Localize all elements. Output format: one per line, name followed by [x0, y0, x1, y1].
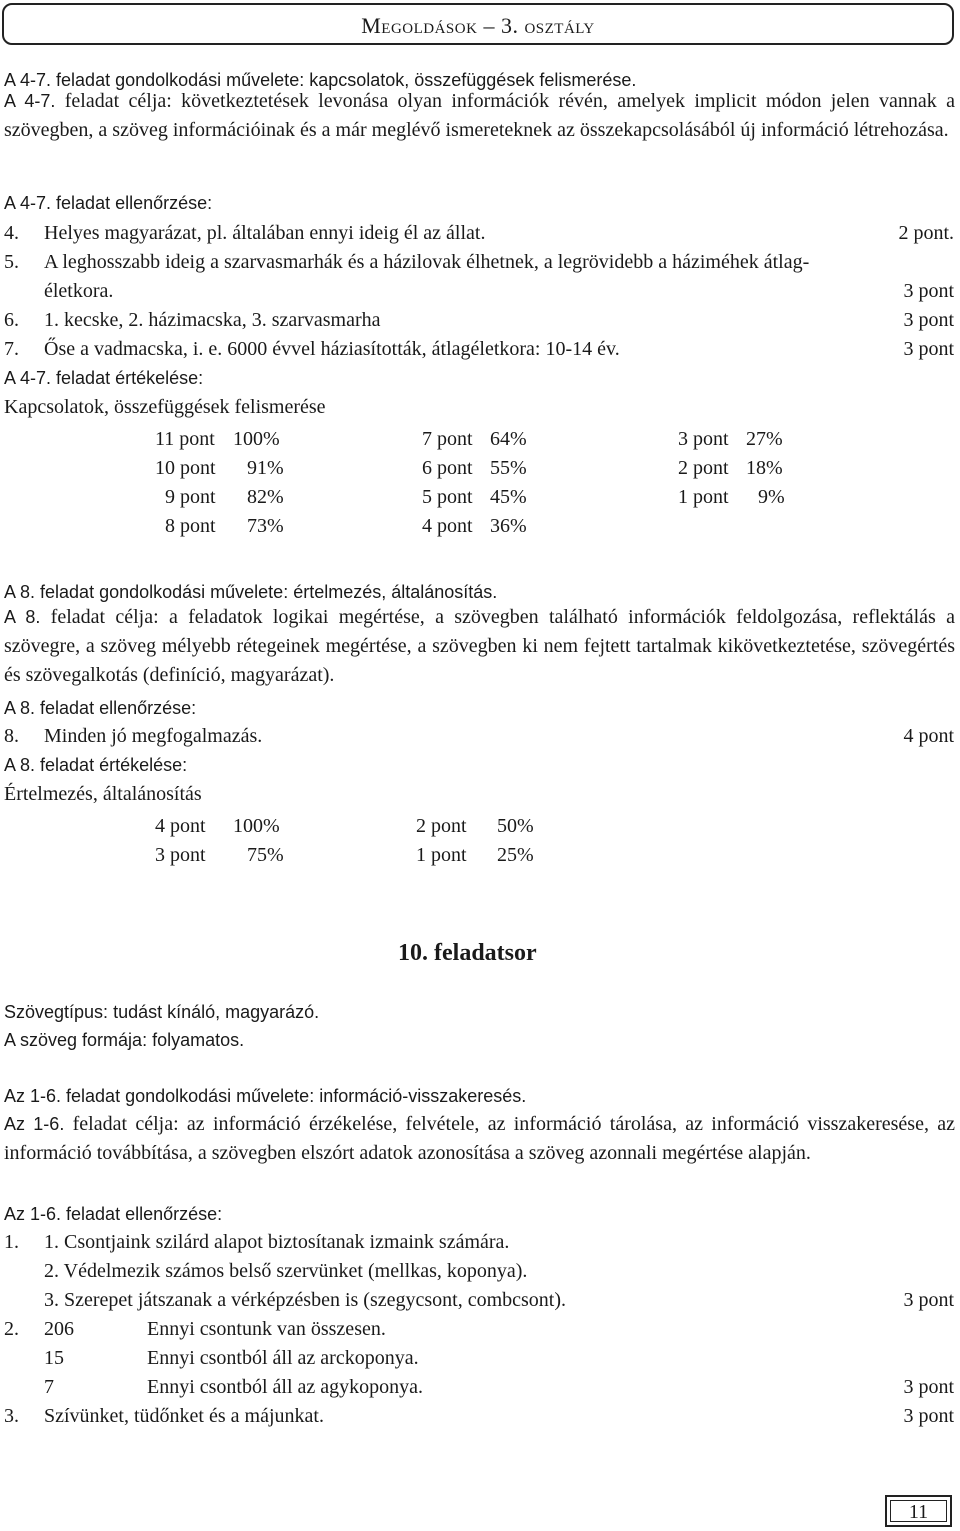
score-value: 100%: [233, 815, 280, 837]
s47-check-title: A 4-7. feladat ellenőrzése:: [4, 193, 213, 213]
s8-item-text: Minden jó megfogalmazás.: [44, 725, 263, 747]
s8-eval-title: A 8. feladat értékelése:: [4, 755, 188, 775]
s8-item-num: 8.: [4, 725, 19, 747]
set10-q2-text: Ennyi csontunk van összesen.: [147, 1318, 386, 1340]
s47-eval-title: A 4-7. feladat értékelése:: [4, 368, 204, 388]
score-value: 25%: [497, 844, 534, 866]
set10-goal: [4, 1110, 955, 1168]
score-label: 4 pont: [155, 815, 206, 837]
score-value: 45%: [490, 486, 527, 508]
set10-operation: Az 1-6. feladat gondolkodási művelete: információ-visszakeresés.: [4, 1086, 527, 1106]
score-label: 2 pont: [678, 457, 729, 479]
s47-item-5-text: A leghosszabb ideig a szarvasmarhák és a házilovak élhetnek, a legrövidebb a háziméhek átlag-: [44, 251, 810, 273]
s47-goal-prefix: A 4-7.: [4, 91, 56, 111]
set10-check-title: Az 1-6. feladat ellenőrzése:: [4, 1204, 223, 1224]
score-value: 27%: [746, 428, 783, 450]
set10-text-form: A szöveg formája: folyamatos.: [4, 1030, 245, 1050]
score-value: 55%: [490, 457, 527, 479]
score-value: 75%: [247, 844, 284, 866]
set10-q2-text: Ennyi csontból áll az arckoponya.: [147, 1347, 419, 1369]
score-label: 6 pont: [422, 457, 473, 479]
set10-goal-prefix: Az 1-6.: [4, 1114, 65, 1134]
s47-item-6-text: 1. kecske, 2. házimacska, 3. szarvasmarha: [44, 309, 381, 331]
s47-item-5-num: 5.: [4, 251, 19, 273]
header-banner: [2, 3, 954, 45]
set10-q2-number: 206: [44, 1318, 74, 1340]
score-value: 9%: [758, 486, 785, 508]
set10-q1-num: 1.: [4, 1231, 19, 1253]
score-label: 1 pont: [678, 486, 729, 508]
set10-q1-line: 3. Szerepet játszanak a vérképzésben is (szegycsont, combcsont).: [44, 1289, 567, 1311]
score-value: 18%: [746, 457, 783, 479]
s47-item-7-text: Őse a vadmacska, i. e. 6000 évvel háziasították, átlagéletkora: 10-14 év.: [44, 338, 620, 360]
set10-title: 10. feladatsor: [398, 940, 537, 966]
set10-q2-num: 2.: [4, 1318, 19, 1340]
score-label: 10 pont: [155, 457, 216, 479]
header-title: Megoldások – 3. osztály: [361, 13, 595, 38]
set10-q3-points: 3 pont: [903, 1405, 954, 1427]
set10-q2-text: Ennyi csontból áll az agykoponya.: [147, 1376, 424, 1398]
s47-goal: [4, 87, 955, 145]
page-number: 11: [890, 1500, 947, 1522]
s47-item-7-points: 3 pont: [903, 338, 954, 360]
s8-goal: [4, 603, 955, 690]
s47-eval-subtitle: Kapcsolatok, összefüggések felismerése: [4, 396, 326, 418]
score-value: 36%: [490, 515, 527, 537]
s47-item-6-num: 6.: [4, 309, 19, 331]
s47-item-5-text-cont: életkora.: [44, 280, 114, 302]
set10-q3-text: Szívünket, tüdőnket és a májunkat.: [44, 1405, 324, 1427]
set10-q2-number: 7: [44, 1376, 54, 1398]
score-label: 4 pont: [422, 515, 473, 537]
s8-check-title: A 8. feladat ellenőrzése:: [4, 698, 197, 718]
s47-item-4-text: Helyes magyarázat, pl. általában ennyi ideig él az állat.: [44, 222, 486, 244]
score-value: 73%: [247, 515, 284, 537]
s8-eval-subtitle: Értelmezés, általánosítás: [4, 783, 202, 805]
score-label: 3 pont: [678, 428, 729, 450]
score-label: 3 pont: [155, 844, 206, 866]
score-label: 5 pont: [422, 486, 473, 508]
set10-goal-text: feladat célja: az információ érzékelése, felvétele, az információ tárolása, az információ visszakeresése, az információ továbbítása, a szövegben elszórt adatok azonosítása a szöveg azonnali megértése alapján.: [4, 1113, 955, 1164]
score-label: 1 pont: [416, 844, 467, 866]
s47-item-4-points: 2 pont.: [898, 222, 954, 244]
set10-q1-points: 3 pont: [903, 1289, 954, 1311]
s8-goal-prefix: A 8.: [4, 607, 41, 627]
score-value: 64%: [490, 428, 527, 450]
set10-q1-line: 1. Csontjaink szilárd alapot biztosítanak izmaink számára.: [44, 1231, 510, 1253]
set10-q1-line: 2. Védelmezik számos belső szervünket (mellkas, koponya).: [44, 1260, 528, 1282]
s47-item-6-points: 3 pont: [903, 309, 954, 331]
score-label: 2 pont: [416, 815, 467, 837]
s8-operation: A 8. feladat gondolkodási művelete: értelmezés, általánosítás.: [4, 582, 498, 602]
score-label: 8 pont: [165, 515, 216, 537]
s47-item-7-num: 7.: [4, 338, 19, 360]
score-label: 7 pont: [422, 428, 473, 450]
page-number-box: [885, 1495, 952, 1527]
score-value: 100%: [233, 428, 280, 450]
set10-q3-num: 3.: [4, 1405, 19, 1427]
score-label: 11 pont: [155, 428, 215, 450]
s47-goal-text: feladat célja: következtetések levonása olyan információk révén, amelyek implicit módon jelen vannak a szövegben, a szöveg információinak és a már meglévő ismereteknek az összekapcsolásából új információ létrehozása.: [4, 90, 956, 141]
s47-operation: A 4-7. feladat gondolkodási művelete: kapcsolatok, összefüggések felismerése.: [4, 70, 637, 90]
score-value: 82%: [247, 486, 284, 508]
set10-q2-number: 15: [44, 1347, 64, 1369]
score-label: 9 pont: [165, 486, 216, 508]
score-value: 91%: [247, 457, 284, 479]
s8-goal-text: feladat célja: a feladatok logikai megértése, a szövegben található információk feldolgozása, reflektálás a szövegre, a szöveg mélyebb rétegeinek megértése, a szövegben ki nem fejtett tartalmak kikövetkeztetése, szövegértés és szövegalkotás (definíció, magyarázat).: [4, 606, 956, 686]
s47-item-5-points: 3 pont: [903, 280, 954, 302]
set10-text-type: Szövegtípus: tudást kínáló, magyarázó.: [4, 1002, 320, 1022]
score-value: 50%: [497, 815, 534, 837]
s8-item-points: 4 pont: [903, 725, 954, 747]
set10-q2-points: 3 pont: [903, 1376, 954, 1398]
s47-item-4-num: 4.: [4, 222, 19, 244]
